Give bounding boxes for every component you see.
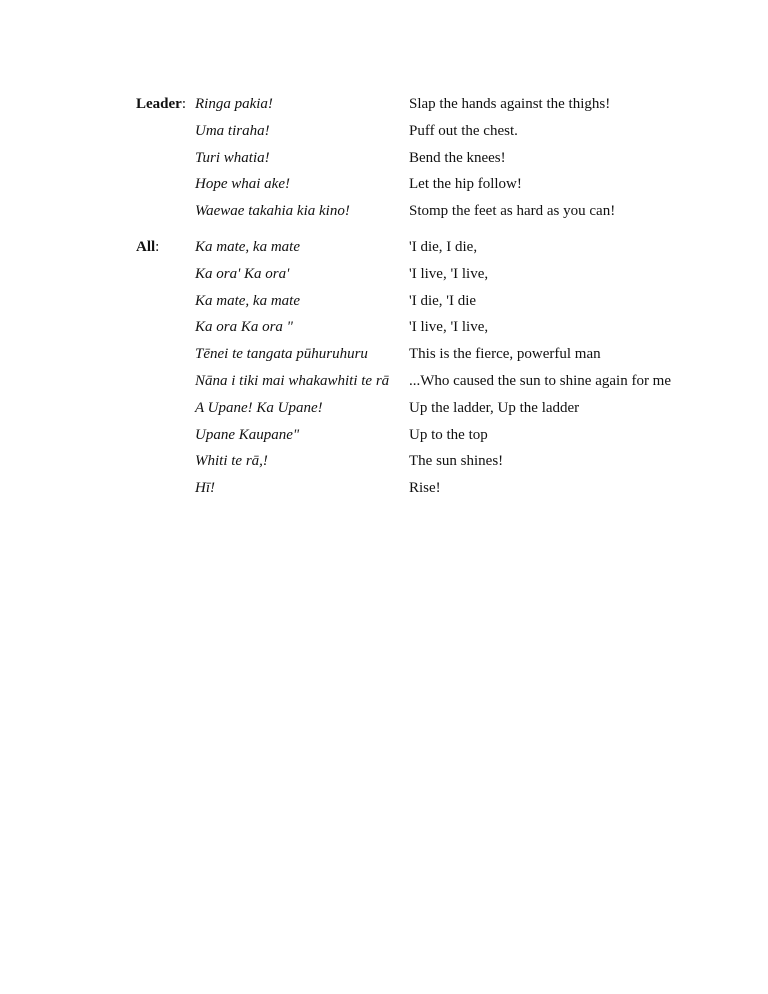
- maori-line: Turi whatia!: [195, 149, 270, 166]
- maori-line: Whiti te rā,!: [195, 453, 268, 470]
- speaker-name: All: [136, 239, 156, 255]
- lyric-row: [0, 371, 768, 398]
- english-line: The sun shines!: [409, 453, 504, 470]
- english-line: Puff out the chest.: [409, 122, 518, 139]
- english-line: ...Who caused the sun to shine again for me: [409, 372, 672, 389]
- speaker-colon: :: [181, 96, 186, 112]
- speaker-name: Leader: [136, 96, 182, 112]
- lyric-row: [0, 94, 768, 121]
- speaker-label: [136, 237, 159, 257]
- lyric-row: [0, 425, 768, 452]
- maori-line: Nāna i tiki mai whakawhiti te rā: [195, 372, 390, 389]
- english-line: 'I live, 'I live,: [409, 265, 489, 282]
- speaker-label: [136, 94, 186, 114]
- english-line: Stomp the feet as hard as you can!: [409, 203, 616, 220]
- maori-line: Tēnei te tangata pūhuruhuru: [195, 346, 368, 363]
- english-line: This is the fierce, powerful man: [409, 346, 601, 363]
- maori-line: Uma tiraha!: [195, 122, 270, 139]
- lyric-row: [0, 264, 768, 291]
- english-line: Rise!: [409, 480, 441, 497]
- english-line: 'I die, I die,: [409, 239, 478, 255]
- lyric-row: [0, 291, 768, 318]
- all-section: [0, 237, 768, 505]
- maori-line: Ka mate, ka mate: [195, 292, 300, 309]
- maori-line: Ka ora' Ka ora': [195, 265, 290, 282]
- lyric-row: [0, 451, 768, 478]
- lyric-row: [0, 121, 768, 148]
- english-line: Up to the top: [409, 426, 488, 443]
- maori-line: Hope whai ake!: [195, 176, 290, 193]
- maori-line: Upane Kaupane": [195, 426, 300, 443]
- maori-line: Ka mate, ka mate: [195, 239, 300, 255]
- english-line: 'I live, 'I live,: [409, 319, 489, 336]
- lyric-row: [0, 148, 768, 175]
- english-line: Let the hip follow!: [409, 176, 522, 193]
- speaker-colon: :: [155, 239, 160, 255]
- maori-line: Waewae takahia kia kino!: [195, 203, 350, 220]
- english-line: 'I die, 'I die: [409, 292, 477, 309]
- lyric-row: [0, 478, 768, 505]
- leader-section: [0, 94, 768, 228]
- maori-line: A Upane! Ka Upane!: [195, 399, 323, 416]
- lyric-row: [0, 317, 768, 344]
- lyric-row: [0, 398, 768, 425]
- lyric-row: [0, 201, 768, 228]
- english-line: Up the ladder, Up the ladder: [409, 399, 580, 416]
- english-line: Slap the hands against the thighs!: [409, 96, 611, 112]
- lyric-row: [0, 237, 768, 264]
- lyric-row: [0, 174, 768, 201]
- english-line: Bend the knees!: [409, 149, 506, 166]
- maori-line: Ka ora Ka ora ": [195, 319, 293, 336]
- maori-line: Hī!: [195, 480, 215, 497]
- lyric-row: [0, 344, 768, 371]
- maori-line: Ringa pakia!: [195, 96, 273, 112]
